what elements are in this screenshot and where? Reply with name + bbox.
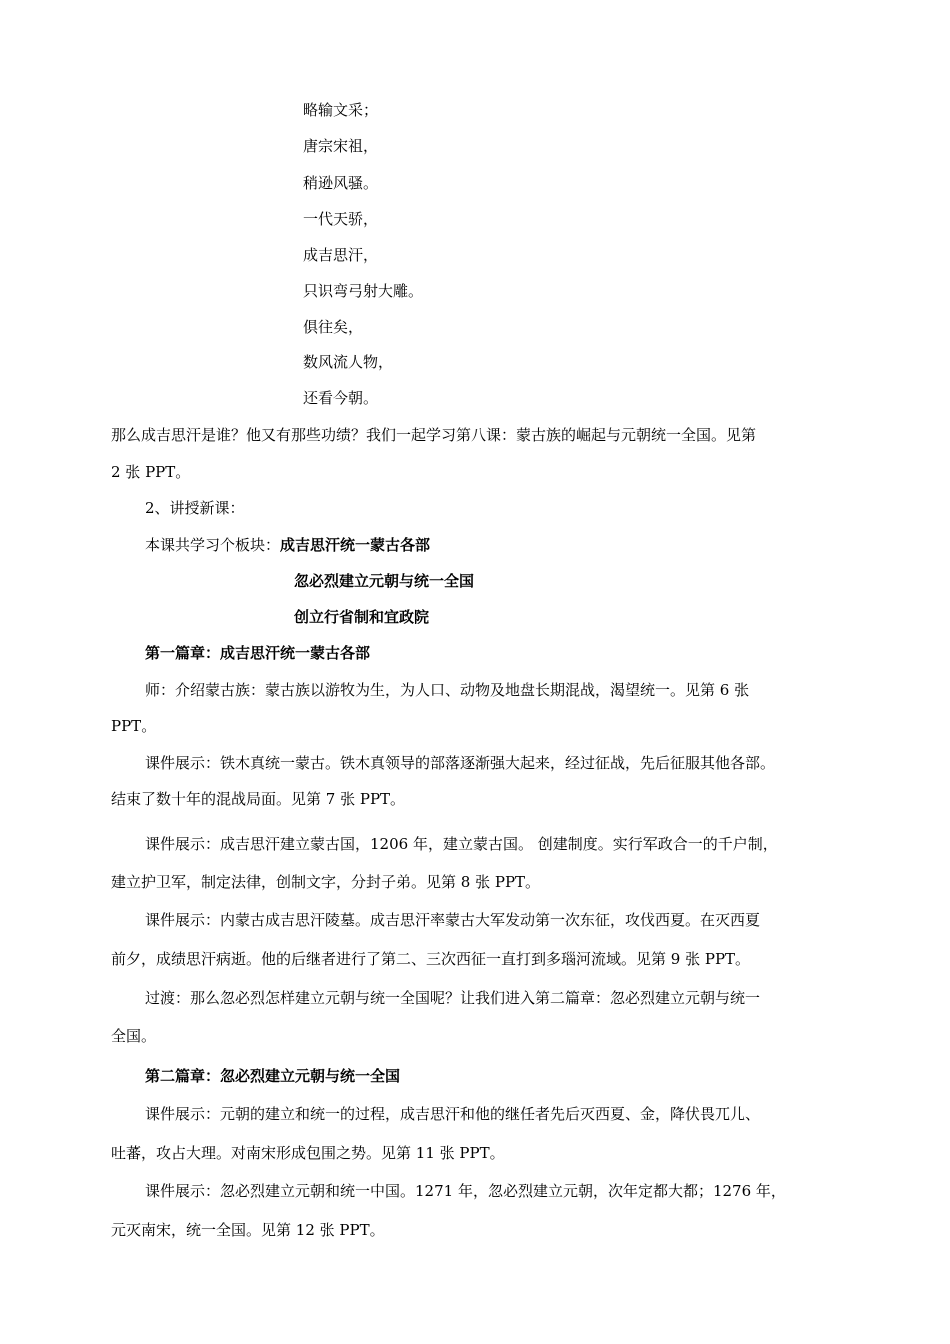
chapter1-p5-line2: 全国。	[111, 1027, 157, 1045]
poem-line-2: 唐宗宋祖，	[303, 137, 379, 155]
section-heading: 2、讲授新课：	[145, 499, 245, 517]
chapter2-p2-line2: 元灭南宋，统一全国。见第 12 张 PPT。	[111, 1221, 385, 1239]
intro-line-1: 那么成吉思汗是谁？他又有那些功绩？我们一起学习第八课：蒙古族的崛起与元朝统一全国。见第	[111, 426, 757, 444]
chapter1-heading: 第一篇章：成吉思汗统一蒙古各部	[145, 644, 371, 662]
intro-line-2: 2 张 PPT。	[111, 463, 191, 481]
chapter1-p4-line1: 课件展示：内蒙古成吉思汗陵墓。成吉思汗率蒙古大军发动第一次东征，攻伐西夏。在灭西夏	[145, 911, 761, 929]
chapter2-p1-line1: 课件展示：元朝的建立和统一的过程，成吉思汗和他的继任者先后灭西夏、金，降伏畏兀儿、	[145, 1105, 761, 1123]
modules-lead: 本课共学习个板块：	[145, 536, 281, 554]
chapter2-heading: 第二篇章：忽必烈建立元朝与统一全国	[145, 1067, 401, 1085]
poem-line-5: 成吉思汗，	[303, 246, 379, 264]
poem-line-4: 一代天骄，	[303, 210, 379, 228]
chapter1-p5-line1: 过渡：那么忽必烈怎样建立元朝与统一全国呢？让我们进入第二篇章：忽必烈建立元朝与统一	[145, 989, 761, 1007]
poem-line-7: 俱往矣，	[303, 318, 364, 336]
modules-line	[145, 535, 430, 555]
chapter1-p1-line1: 师：介绍蒙古族：蒙古族以游牧为生，为人口、动物及地盘长期混战，渴望统一。见第 6 张	[145, 681, 750, 699]
module-item-1: 成吉思汗统一蒙古各部	[280, 536, 431, 554]
poem-line-3: 稍逊风骚。	[303, 174, 379, 192]
poem-line-8: 数风流人物，	[303, 353, 394, 371]
module-item-2: 忽必烈建立元朝与统一全国	[294, 572, 475, 590]
chapter2-p2-line1: 课件展示：忽必烈建立元朝和统一中国。1271 年，忽必烈建立元朝，次年定都大都；1276 年，	[145, 1182, 786, 1200]
chapter1-p2-line1: 课件展示：铁木真统一蒙古。铁木真领导的部落逐渐强大起来，经过征战，先后征服其他各部。	[145, 754, 776, 772]
chapter2-p1-line2: 吐蕃，攻占大理。对南宋形成包围之势。见第 11 张 PPT。	[111, 1144, 505, 1162]
chapter1-p1-line2: PPT。	[111, 717, 157, 735]
chapter1-p4-line2: 前夕，成绩思汗病逝。他的后继者进行了第二、三次西征一直打到多瑙河流域。见第 9 张 PPT。	[111, 950, 751, 968]
module-item-3: 创立行省制和宜政院	[294, 608, 430, 626]
poem-line-1: 略输文采；	[303, 101, 379, 119]
chapter1-p3-line2: 建立护卫军，制定法律，创制文字，分封子弟。见第 8 张 PPT。	[111, 873, 541, 891]
poem-line-9: 还看今朝。	[303, 389, 379, 407]
chapter1-p2-line2: 结束了数十年的混战局面。见第 7 张 PPT。	[111, 790, 406, 808]
poem-line-6: 只识弯弓射大雕。	[303, 282, 424, 300]
chapter1-p3-line1: 课件展示：成吉思汗建立蒙古国，1206 年，建立蒙古国。 创建制度。实行军政合一的千户制，	[145, 835, 778, 853]
